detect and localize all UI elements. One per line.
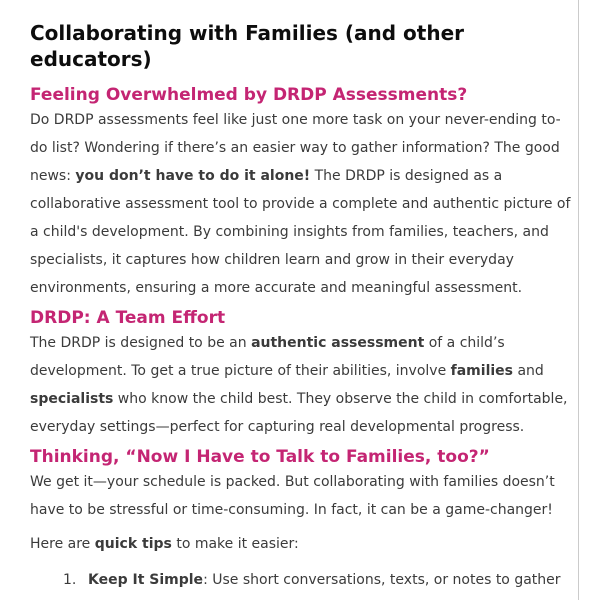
text-run: and: [513, 363, 544, 379]
text-run: to make it easier:: [171, 536, 299, 552]
bold-text-run: you don’t have to do it alone!: [75, 168, 311, 184]
page-title: Collaborating with Families (and other educators): [30, 21, 465, 71]
tips-list-item: [30, 566, 574, 594]
bold-text-run: families: [450, 363, 513, 379]
text-run: Do DRDP assessments feel like just one more task on your never-ending to-do list? Wondering if there’s an easier way to gather information? The good news:: [30, 112, 561, 184]
bold-text-run: quick tips: [94, 536, 172, 552]
text-run: The DRDP is designed as a collaborative assessment tool to provide a complete and authentic picture of a child's development. By combining insights from families, teachers, and specialists, it captures how children learn and grow in their everyday environments, ensuring a more accurate and meaningful assessment.: [30, 168, 571, 296]
text-run: who know the child best. They observe the child in comfortable, everyday settings—perfect for capturing real developmental progress.: [30, 391, 568, 435]
text-run: : Use short conversations, texts, or notes to gather: [203, 572, 561, 588]
text-run: The DRDP is designed to be an: [30, 335, 252, 351]
tip-text: [88, 566, 574, 594]
bold-text-run: authentic assessment: [251, 335, 425, 351]
bold-text-run: Keep It Simple: [88, 572, 204, 588]
paragraph-overwhelmed: [30, 106, 574, 302]
section-heading-team-effort: DRDP: A Team Effort: [30, 308, 226, 328]
bold-text-run: specialists: [30, 391, 114, 407]
section-heading-talk-to-families: Thinking, “Now I Have to Talk to Families, too?”: [30, 447, 490, 467]
text-run: Here are: [30, 536, 95, 552]
paragraph-team-effort: [30, 329, 574, 441]
tip-number: 1.: [63, 572, 77, 588]
paragraph-quick-tips-intro: [30, 530, 574, 558]
text-run: of a child’s development. To get a true picture of their abilities, involve: [30, 335, 505, 379]
section-heading-overwhelmed: Feeling Overwhelmed by DRDP Assessments?: [30, 85, 468, 105]
paragraph-schedule-packed: We get it—your schedule is packed. But collaborating with families doesn’t have to be stressful or time-consuming. In fact, it can be a game-changer!: [30, 474, 555, 518]
